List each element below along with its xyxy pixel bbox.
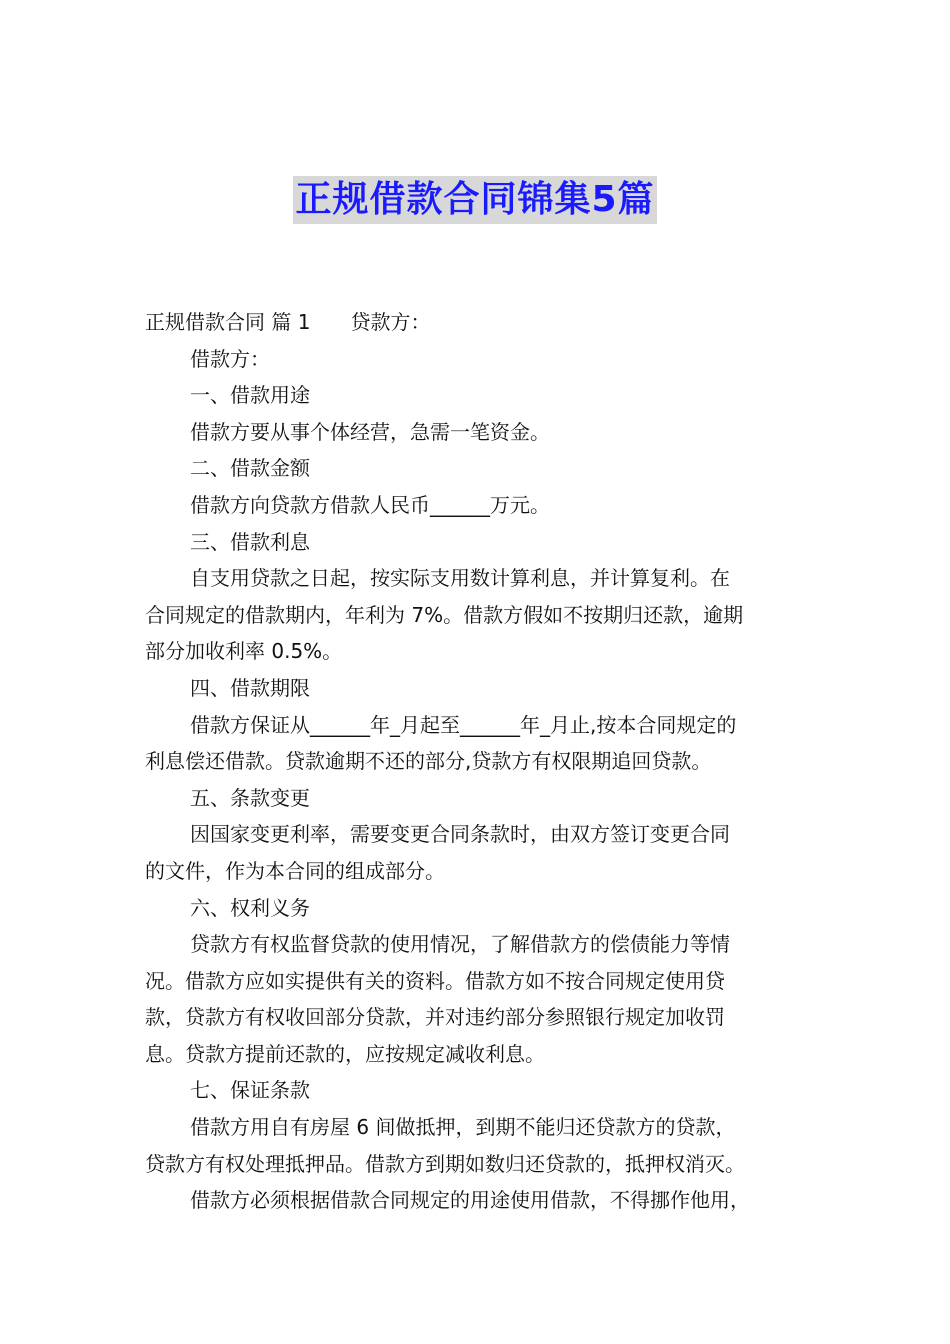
- section-heading: 一、借款用途: [190, 383, 310, 408]
- paragraph-line: 的文件，作为本合同的组成部分。: [145, 858, 445, 883]
- title-container: [0, 176, 950, 224]
- paragraph-line: 借款方要从事个体经营，急需一笔资金。: [190, 419, 550, 444]
- paragraph-line: 借款方向贷款方借款人民币______万元。: [190, 492, 550, 517]
- contract-heading: 正规借款合同 篇 1: [145, 310, 311, 334]
- section-heading: 三、借款利息: [190, 529, 310, 554]
- section-heading: 五、条款变更: [190, 785, 310, 810]
- paragraph-line: 况。借款方应如实提供有关的资料。借款方如不按合同规定使用贷: [145, 968, 725, 993]
- paragraph-line: 借款方：: [190, 346, 270, 371]
- paragraph-line: 借款方保证从______年_月起至______年_月止,按本合同规定的: [190, 712, 737, 737]
- lender-label: 贷款方：: [350, 310, 431, 334]
- paragraph-line: 借款方用自有房屋 6 间做抵押，到期不能归还贷款方的贷款，: [190, 1115, 736, 1140]
- document-title: 正规借款合同锦集5篇: [293, 176, 656, 224]
- paragraph-line: 息。贷款方提前还款的，应按规定减收利息。: [145, 1041, 545, 1066]
- paragraph-line: 部分加收利率 0.5%。: [145, 639, 343, 664]
- paragraph-line: 贷款方有权监督贷款的使用情况，了解借款方的偿债能力等情: [190, 932, 730, 957]
- paragraph-line: 款，贷款方有权收回部分贷款，并对违约部分参照银行规定加收罚: [145, 1005, 725, 1030]
- paragraph-line: 利息偿还借款。贷款逾期不还的部分,贷款方有权限期追回贷款。: [145, 749, 712, 774]
- paragraph-line: 合同规定的借款期内，年利为 7%。借款方假如不按期归还款，逾期: [145, 602, 744, 627]
- document-body: [145, 304, 810, 1219]
- section-heading: 七、保证条款: [190, 1078, 310, 1103]
- paragraph-line: 因国家变更利率，需要变更合同条款时，由双方签订变更合同: [190, 822, 730, 847]
- section-heading: 二、借款金额: [190, 456, 310, 481]
- section-heading: 四、借款期限: [190, 675, 310, 700]
- section-heading: 六、权利义务: [190, 895, 310, 920]
- paragraph-line: 借款方必须根据借款合同规定的用途使用借款，不得挪作他用，: [190, 1188, 750, 1213]
- paragraph-line: [145, 304, 810, 341]
- paragraph-line: 贷款方有权处理抵押品。借款方到期如数归还贷款的，抵押权消灭。: [145, 1151, 745, 1176]
- paragraph-line: 自支用贷款之日起，按实际支用数计算利息，并计算复利。在: [190, 566, 730, 591]
